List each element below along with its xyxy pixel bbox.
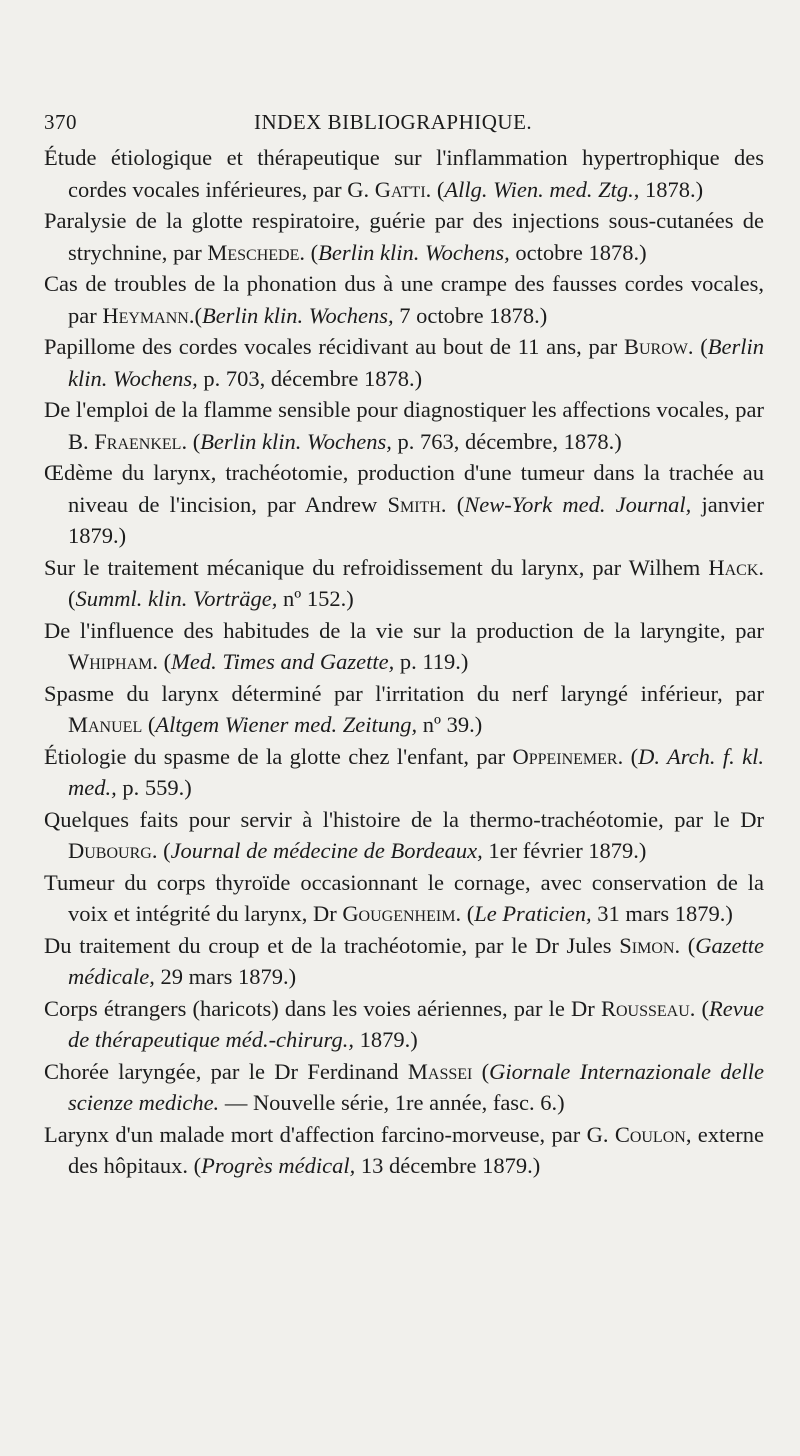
bibliography-entry (44, 741, 764, 804)
bibliography-entry (44, 678, 764, 741)
running-head (44, 110, 764, 142)
entry-source: Berlin klin. Wochens, (200, 428, 392, 454)
entry-source: Progrès médical, (201, 1153, 356, 1178)
entry-text: , 1878.) (633, 176, 704, 202)
entry-text: janvier 1879.) (68, 491, 764, 548)
entry-text: , externe des hôpitaux. ( (68, 1121, 764, 1178)
entry-author: Burow (624, 334, 688, 359)
entry-text: p. 119.) (394, 649, 469, 674)
entry-source: Le Praticien, (474, 901, 592, 926)
entry-source: Gazette médicale, (68, 932, 764, 989)
entry-author: Rousseau (600, 995, 690, 1021)
entry-source: D. Arch. f. kl. med., (68, 743, 764, 800)
entry-source: Journal de médecine de Bordeaux, (170, 838, 483, 863)
entry-author: Hack (708, 554, 759, 580)
entry-text: Spasme du larynx déterminé par l'irritation du nerf laryngé inférieur, par (44, 680, 764, 706)
entry-text: — Nouvelle série, 1re année, fasc. 6.) (219, 1090, 565, 1115)
entry-source: Revue de thérapeutique méd.-chirurg., (68, 995, 764, 1052)
bibliography-entry (44, 804, 764, 867)
entry-source: Berlin klin. Wochens, (201, 302, 394, 328)
bibliography-entry (44, 142, 764, 205)
entry-author: Simon (619, 932, 675, 958)
entry-source: New-York med. Journal, (464, 491, 692, 517)
entry-text: Larynx d'un malade mort d'affection farcino-morveuse, par G. (44, 1121, 615, 1147)
entry-text: 29 mars 1879.) (154, 964, 297, 989)
entry-source: Giornale Internazionale delle scienze mediche. (68, 1058, 765, 1115)
entry-source: Berlin klin. Wochens, (318, 239, 510, 265)
entry-text: nº 152.) (277, 586, 354, 611)
entry-text: ( (142, 712, 156, 737)
entry-text: De l'influence des habitudes de la vie sur la production de la laryngite, par (44, 617, 764, 643)
entry-text: . ( (425, 176, 445, 202)
entry-text: Corps étrangers (haricots) dans les voies aériennes, par le Dr (44, 995, 601, 1021)
bibliography-entry (44, 331, 764, 394)
entry-text: 1879.) (353, 1027, 418, 1052)
entry-text: . ( (152, 649, 172, 674)
entry-author: Massei (407, 1058, 473, 1084)
bibliography-entry (44, 930, 764, 993)
bibliography-entry (44, 394, 764, 457)
entry-text: Quelques faits pour servir à l'histoire de la thermo-trachéotomie, par le Dr (44, 806, 764, 832)
entry-text: p. 703, décembre 1878.) (197, 365, 423, 391)
header-title: INDEX BIBLIOGRAPHIQUE. (254, 110, 533, 134)
entry-author: Gougenheim (342, 901, 456, 926)
bibliography-entry (44, 615, 764, 678)
entry-source: Summl. klin. Vorträge, (75, 586, 278, 611)
entry-author: Dubourg (68, 838, 152, 863)
entry-text: . ( (68, 554, 764, 611)
bibliography-entry (44, 867, 764, 930)
entry-text: 1er février 1879.) (482, 838, 647, 863)
entry-author: Coulon (614, 1121, 686, 1147)
entry-author: Manuel (68, 712, 143, 737)
bibliography-entry (44, 1119, 764, 1182)
entry-text: . ( (440, 491, 465, 517)
entry-text: Sur le traitement mécanique du refroidissement du larynx, par Wilhem (44, 554, 709, 580)
entry-source: Altgem Wiener med. Zeitung, (155, 712, 418, 737)
entry-text: Papillome des cordes vocales récidivant au bout de 11 ans, par (44, 334, 624, 359)
entry-text: 13 décembre 1879.) (355, 1153, 541, 1178)
entry-text: Paralysie de la glotte respiratoire, guérie par des injections sous-cutanées de strychnine, par (44, 208, 764, 265)
entry-text: Tumeur du corps thyroïde occasionnant le cornage, avec conservation de la voix et intégrité du larynx, Dr (44, 869, 764, 926)
entry-text: . ( (299, 239, 319, 265)
entry-author: Whipham (68, 649, 153, 674)
entry-text: . ( (687, 334, 708, 359)
entry-text: . ( (151, 838, 171, 863)
entry-source: Berlin klin. Wochens, (68, 334, 764, 391)
entry-text: Cas de troubles de la phonation dus à une crampe des fausses cordes vocales, par (44, 271, 764, 328)
entry-author: Heymann (102, 302, 189, 328)
entry-text: 31 mars 1879.) (591, 901, 733, 926)
bibliography-entry (44, 205, 764, 268)
entry-text: ( (472, 1058, 490, 1084)
bibliography-entry (44, 552, 764, 615)
entry-text: Étude étiologique et thérapeutique sur l'inflammation hypertrophique des cordes vocales inférieures, par G. (44, 145, 764, 202)
entry-text: . ( (181, 428, 201, 454)
entry-text: .( (188, 302, 202, 328)
entry-author: Oppeinemer (512, 743, 618, 769)
entry-author: Fraenkel (94, 428, 182, 454)
entry-source: Med. Times and Gazette, (171, 649, 395, 674)
entry-source: Allg. Wien. med. Ztg. (444, 176, 634, 202)
entry-text: p. 559.) (116, 775, 192, 800)
entry-text: 7 octobre 1878.) (393, 302, 548, 328)
bibliography-entry (44, 268, 764, 331)
bibliography-entry (44, 457, 764, 552)
entry-text: . ( (689, 995, 710, 1021)
entry-text: . ( (455, 901, 475, 926)
entry-author: Smith (387, 491, 441, 517)
entry-text: . ( (674, 932, 696, 958)
entry-author: Gatti (374, 176, 426, 202)
bibliography-entry (44, 1056, 764, 1119)
entry-text: nº 39.) (417, 712, 483, 737)
entry-text: Chorée laryngée, par le Dr Ferdinand (44, 1058, 408, 1084)
bibliography-entry (44, 993, 764, 1056)
entry-text: Du traitement du croup et de la trachéotomie, par le Dr Jules (44, 932, 620, 958)
entry-author: Meschede (207, 239, 300, 265)
page-number: 370 (44, 110, 77, 134)
bibliography-list (44, 142, 764, 1182)
entry-text: octobre 1878.) (509, 239, 647, 265)
entry-text: De l'emploi de la flamme sensible pour diagnostiquer les affections vocales, par B. (44, 397, 764, 454)
entry-text: p. 763, décembre, 1878.) (391, 428, 622, 454)
entry-text: Œdème du larynx, trachéotomie, production d'une tumeur dans la trachée au niveau de l'incision, par Andrew (44, 460, 764, 517)
entry-text: . ( (617, 743, 639, 769)
entry-text: Étiologie du spasme de la glotte chez l'enfant, par (44, 743, 513, 769)
